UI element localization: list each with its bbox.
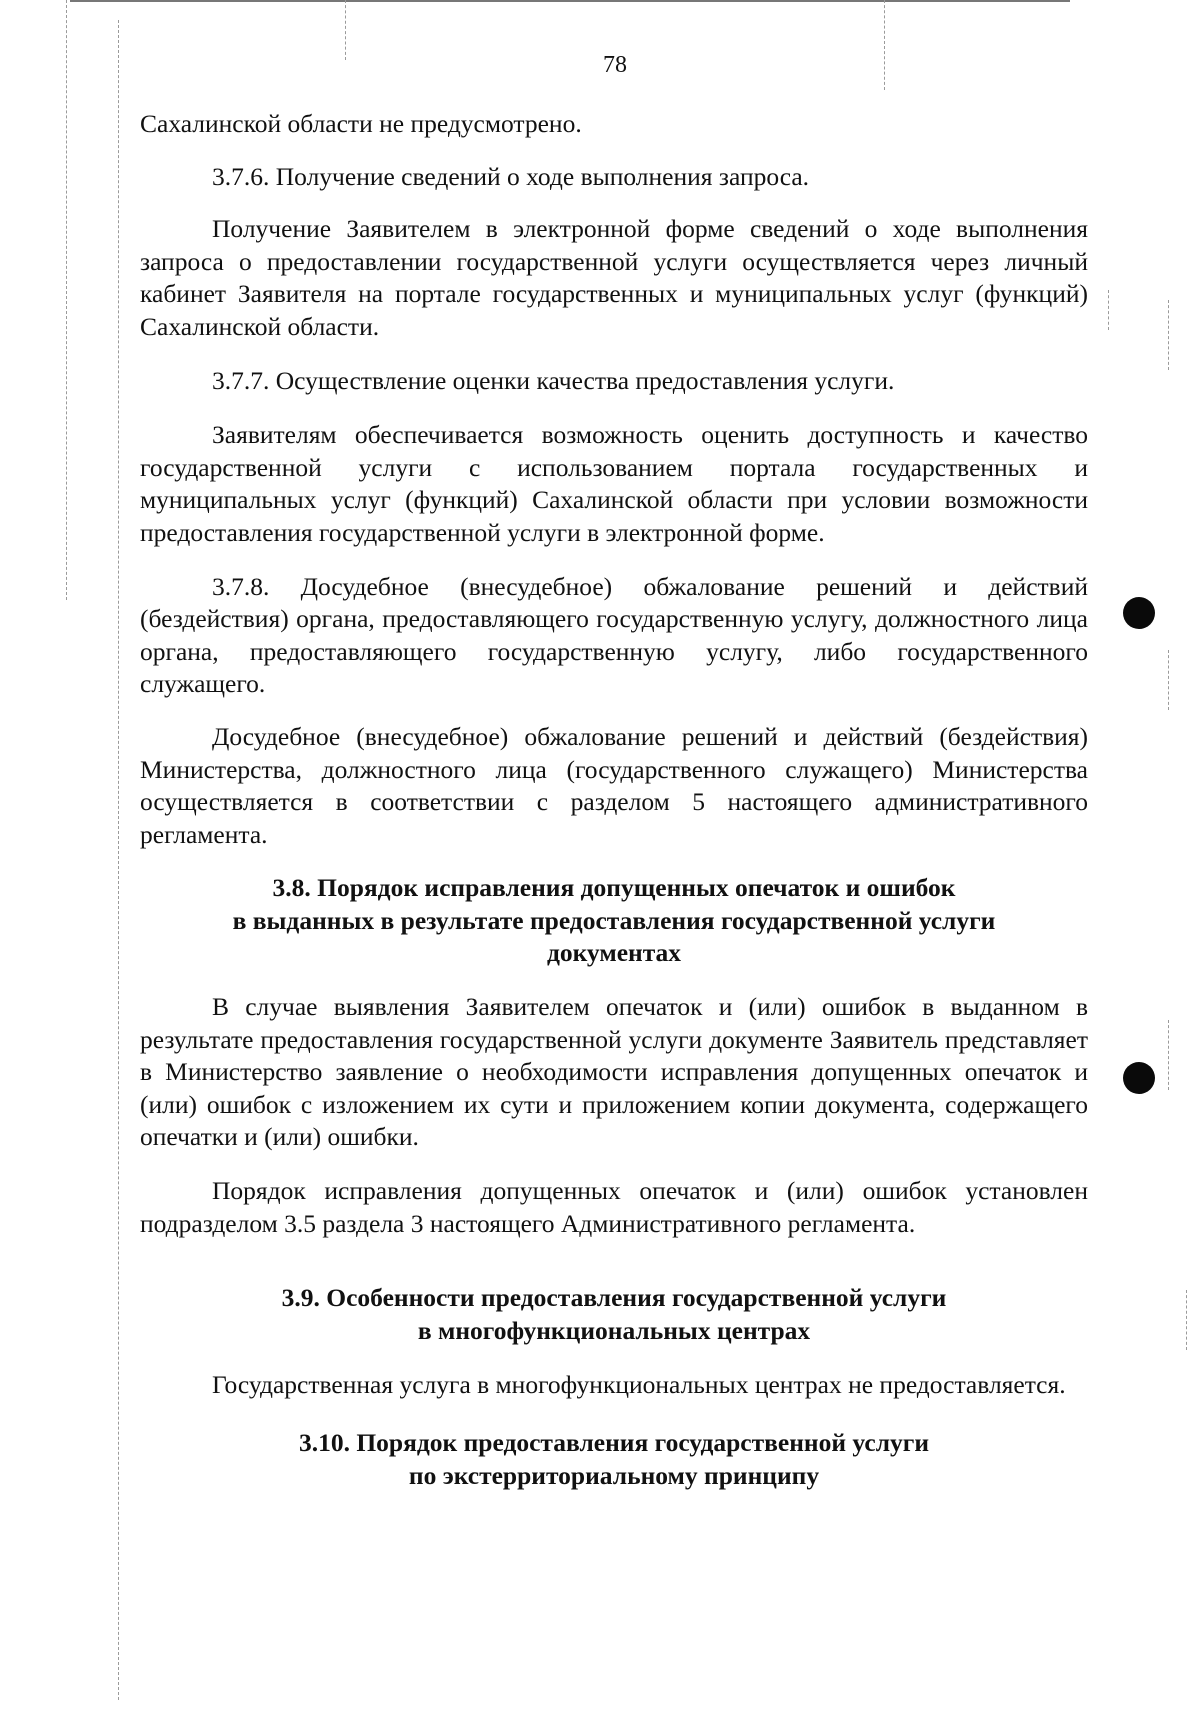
heading-line: документах — [546, 938, 682, 968]
section-3-8-heading — [140, 872, 1088, 970]
section-3-7-7-title: 3.7.7. Осуществление оценки качества предоставления услуги. — [212, 365, 895, 395]
heading-line: в выданных в результате предоставления государственной услуги — [232, 905, 996, 935]
punch-hole-dot — [1123, 597, 1155, 629]
section-3-8-paragraph-1: В случае выявления Заявителем опечаток и (или) ошибок в выданном в результате предоставления государственной услуги документе Заявитель представляет в Министерство заявление о необходимости исправления допущенных опечаток и (или) ошибок с изложением их сути и приложением копии документа, содержащего опечатки и (или) ошибки. — [140, 992, 1088, 1152]
page-number: 78 — [603, 52, 627, 78]
document-body — [140, 108, 1088, 1492]
scan-artefact-line — [1108, 290, 1110, 330]
section-3-7-7-body: Заявителям обеспечивается возможность оценить доступность и качество государственной услуги с использованием портала государственных и муниципальных услуг (функций) Сахалинской области при условии возможности предоставления государственной услуги в электронной форме. — [140, 420, 1088, 547]
heading-line: 3.8. Порядок исправления допущенных опечаток и ошибок — [272, 873, 956, 903]
scan-artefact-line — [1168, 650, 1170, 710]
scan-artefact-line — [345, 0, 347, 60]
heading-line: 3.10. Порядок предоставления государственной услуги — [298, 1428, 930, 1457]
scan-artefact-line — [118, 20, 120, 1700]
scan-artefact-line — [1186, 1290, 1188, 1350]
scan-artefact-line — [66, 0, 68, 600]
heading-line: по экстерриториальному принципу — [408, 1460, 820, 1490]
heading-line: в многофункциональных центрах — [417, 1315, 811, 1345]
scan-edge-line — [70, 0, 1070, 2]
paragraph-continuation: Сахалинской области не предусмотрено. — [140, 109, 582, 138]
section-3-9-heading — [140, 1282, 1088, 1347]
punch-hole-dot — [1123, 1062, 1155, 1094]
heading-line: 3.9. Особенности предоставления государственной услуги — [281, 1283, 947, 1313]
scan-artefact-line — [1168, 1020, 1170, 1090]
scan-artefact-line — [1168, 300, 1170, 370]
section-3-7-8-body: Досудебное (внесудебное) обжалование решений и действий (бездействия) Министерства, должностного лица (государственного служащего) Министерства осуществляется в соответствии с разделом 5 настоящего административного регламента. — [140, 721, 1088, 849]
section-3-7-6-title: 3.7.6. Получение сведений о ходе выполнения запроса. — [212, 161, 810, 191]
section-3-10-heading — [140, 1427, 1088, 1492]
section-3-7-8-title: 3.7.8. Досудебное (внесудебное) обжалование решений и действий (бездействия) органа, предоставляющего государственную услугу, должностного лица органа, предоставляющего государственную услугу, либо государственного служащего. — [140, 571, 1088, 699]
section-3-8-paragraph-2: Порядок исправления допущенных опечаток и (или) ошибок установлен подразделом 3.5 раздела 3 настоящего Административного регламента. — [140, 1176, 1088, 1238]
section-3-7-6-body: Получение Заявителем в электронной форме сведений о ходе выполнения запроса о предоставлении государственной услуги осуществляется через личный кабинет Заявителя на портале государственных и муниципальных услуг (функций) Сахалинской области. — [140, 214, 1088, 341]
section-3-9-paragraph: Государственная услуга в многофункциональных центрах не предоставляется. — [212, 1370, 1066, 1400]
